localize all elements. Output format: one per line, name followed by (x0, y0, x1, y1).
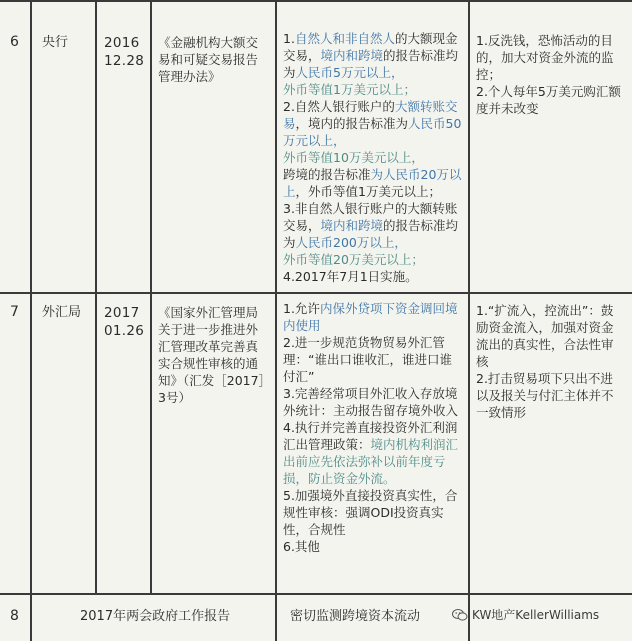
row-number: 7 (10, 304, 19, 320)
measure-text: 1.允许 (283, 301, 320, 316)
measure-item (283, 98, 463, 149)
measure-text: 3.非自然人银行账户的大额转账交易， (283, 201, 458, 233)
measure-text: 4.2017年7月1日实施。 (283, 269, 418, 284)
measure-text: 自然人和非自然人 (294, 31, 395, 46)
policy-title: 2017年两会政府工作报告 (80, 609, 231, 624)
measure-text: 2.自然人银行账户的 (283, 99, 395, 114)
table-line (150, 0, 152, 593)
measure-text: 4.执行并完善直接投资外汇利润汇出管理政策： (283, 420, 458, 452)
watermark-text: KW地产KellerWilliams (472, 608, 600, 622)
measure-item (283, 334, 463, 385)
measure-text: 的大额现金交易， (283, 31, 458, 63)
table-line (30, 0, 32, 641)
measure-text: 5.加强境外直接投资真实性，合规性审核：强调ODI投资真实性，合规性 (283, 488, 458, 537)
measure-item (283, 385, 463, 419)
measure-item (283, 419, 463, 487)
measure-text: ，境内的报告标准为 (295, 116, 409, 131)
measure-text: 外币等值10万美元以上， (283, 150, 424, 165)
purpose-item: 2.打击贸易项下只出不进以及报关与付汇主体并不一致情形 (476, 371, 614, 420)
table-line (95, 0, 97, 593)
measure-item (283, 268, 463, 285)
measure-text: 外币等值1万美元以上； (283, 82, 416, 97)
measure-text: 人民币5万元以上， (295, 65, 404, 80)
measure-text: 的报告标准均为 (283, 218, 459, 250)
measure-text: 1. (283, 31, 295, 46)
measure-text: ，外币等值1万美元以上； (295, 184, 441, 199)
policy-measures (283, 30, 463, 285)
issue-date: 2016 12.28 (104, 35, 145, 69)
measure-text: 内保外贷项下资金调回境内使用 (283, 301, 458, 333)
table-line (468, 0, 470, 641)
measure-item (283, 538, 463, 555)
issuing-agency: 央行 (42, 35, 69, 50)
issue-date: 2017 01.26 (104, 305, 145, 339)
measure-text: 大额转账交易 (283, 99, 458, 131)
measure-text: 3.完善经常项目外汇收入存放境外统计：主动报告留存境外收入 (283, 386, 459, 418)
measure-item (283, 200, 463, 251)
wechat-icon (452, 608, 468, 622)
policy-title: 《国家外汇管理局关于进一步推进外汇管理改革完善真实合规性审核的通知》（汇发［2017］3号） (158, 305, 265, 405)
purpose-item: 2.个人每年5万美元购汇额度并未改变 (476, 84, 621, 116)
measure-item (283, 487, 463, 538)
watermark (452, 606, 599, 623)
measure-text: 6.其他 (283, 539, 320, 554)
measure-text: 境内和跨境 (320, 218, 384, 233)
policy-measures: 密切监测跨境资本流动 (290, 609, 421, 624)
purpose-item: 1.反洗钱，恐怖活动的目的，加大对资金外流的监控； (476, 33, 614, 82)
policy-title: 《金融机构大额交易和可疑交易报告管理办法》 (158, 35, 259, 84)
policy-purpose (476, 302, 624, 421)
measure-item (283, 81, 463, 98)
table-line (0, 593, 632, 595)
table-line (275, 0, 277, 641)
measure-text: 人民币50万元以上， (283, 116, 462, 148)
policy-purpose (476, 32, 624, 117)
measure-item (283, 300, 463, 334)
measure-text: 境内机构利润汇出前应先依法弥补以前年度亏损，防止资金外流。 (283, 437, 459, 486)
measure-text: 境内和跨境 (320, 48, 384, 63)
purpose-item: 1.“扩流入，控流出”：鼓励资金流入，加强对资金流出的真实性，合法性审核 (476, 303, 614, 369)
measure-text: 2.进一步规范货物贸易外汇管理：“谁出口谁收汇，谁进口谁付汇” (283, 335, 452, 384)
policy-measures (283, 300, 463, 555)
measure-text: 人民币200万以上， (295, 235, 407, 250)
measure-item (283, 30, 463, 81)
measure-text: 跨境的报告标准 (283, 167, 371, 182)
measure-item (283, 166, 463, 200)
measure-text: 的报告标准均为 (283, 48, 459, 80)
issuing-agency: 外汇局 (42, 305, 82, 320)
measure-item (283, 251, 463, 268)
measure-text: 外币等值20万美元以上； (283, 252, 424, 267)
measure-text: 为人民币20万以上 (283, 167, 462, 199)
measure-item (283, 149, 463, 166)
row-number: 6 (10, 34, 19, 50)
row-number: 8 (10, 608, 19, 624)
